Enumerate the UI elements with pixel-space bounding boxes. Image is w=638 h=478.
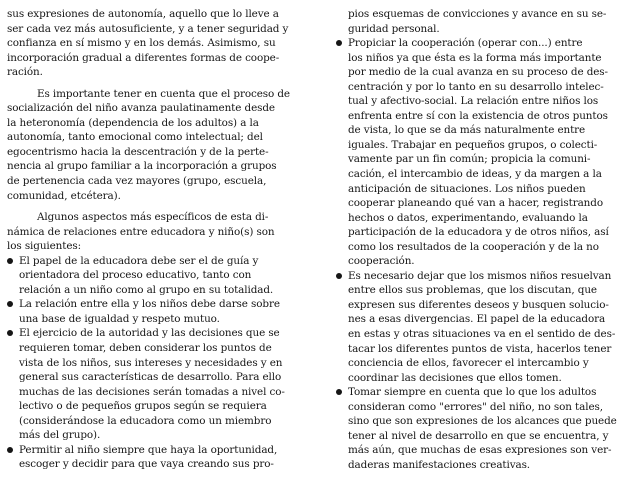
text-line: cooperar planeando qué van a hacer, registrando <box>348 197 603 210</box>
text-line: námica de relaciones entre educadora y niño(s) son <box>7 225 275 238</box>
text-line: escoger y decidir para que vaya creando sus pro- <box>19 458 274 471</box>
text-line: consideran como "errores" del niño, no son tales, <box>348 400 603 413</box>
text-line: comunidad, etcétera). <box>7 189 121 202</box>
text-line: autonomía, tanto emocional como intelectual; del <box>7 131 263 144</box>
text-line: cación, el intercambio de ideas, y da margen a la <box>348 168 602 181</box>
text-line: relación a un niño como al grupo en su totalidad. <box>19 283 274 296</box>
text-line: como los resultados de la cooperación y de la no <box>348 240 599 253</box>
text-line: guridad personal. <box>348 22 440 35</box>
text-line: Es importante tener en cuenta que el proceso de <box>37 87 290 100</box>
list-item <box>336 269 631 385</box>
list-item <box>336 385 631 472</box>
paragraph-aspects <box>7 210 314 254</box>
text-line: ración. <box>7 66 43 79</box>
text-line: requieren tomar, deben considerar los puntos de <box>19 342 272 355</box>
text-line: centración y por lo tanto en su desarrollo intelec- <box>348 80 604 93</box>
text-line: nes a esas divergencias. El papel de la educadora <box>348 313 606 326</box>
text-line: orientadora del proceso educativo, tanto con <box>19 269 252 282</box>
text-line: hechos o datos, experimentando, evaluando la <box>348 211 588 224</box>
text-line: entre ellos sus problemas, que los discutan, que <box>348 284 597 297</box>
text-line: Permitir al niño siempre que haya la oportunidad, <box>19 443 278 456</box>
bullet-icon <box>7 258 13 264</box>
text-line: ser cada vez más autosuficiente, y a tener seguridad y <box>7 22 289 35</box>
text-line: una base de igualdad y respeto mutuo. <box>19 312 220 325</box>
text-line: expresen sus diferentes deseos y busquen solucio- <box>348 298 609 311</box>
right-column <box>336 7 631 473</box>
text-line: general sus características de desarrollo. Para ello <box>19 371 282 384</box>
text-line: tual y afectivo-social. La relación entre niños los <box>348 95 599 108</box>
paragraph-autonomy-intro <box>7 7 314 80</box>
text-line: confianza en sí mismo y en los demás. Asimismo, su <box>7 37 276 50</box>
text-line: El papel de la educadora debe ser el de guía y <box>19 254 259 267</box>
text-line: conciencia de ellos, favorecer el intercambio y <box>348 357 589 370</box>
text-line: Es necesario dejar que los mismos niños resuelvan <box>348 269 612 282</box>
text-line: tener al nivel de desarrollo en que se encuentra, y <box>348 429 609 442</box>
text-line: daderas manifestaciones creativas. <box>348 458 531 471</box>
list-item <box>336 36 631 269</box>
list-item <box>7 297 314 326</box>
text-line: Algunos aspectos más específicos de esta di- <box>37 211 269 224</box>
text-line: de pertenencia cada vez mayores (grupo, escuela, <box>7 175 267 188</box>
list-item <box>7 326 314 442</box>
text-line: Tomar siempre en cuenta que lo que los adultos <box>348 386 597 399</box>
text-line: más del grupo). <box>19 429 101 442</box>
text-line: lectivo o de pequeños grupos según se requiera <box>19 400 267 413</box>
bullet-icon <box>7 447 13 453</box>
text-line: Propiciar la cooperación (operar con...) entre <box>348 37 583 50</box>
text-line: los niños ya que ésta es la forma más importante <box>348 51 602 64</box>
text-line: participación de la educadora y de otros niños, así <box>348 226 609 239</box>
text-line: sino que son expresiones de los alcances que puede <box>348 415 617 428</box>
list-item <box>7 254 314 298</box>
text-line: vista de los niños, sus intereses y necesidades y en <box>19 356 283 369</box>
text-line: la heteronomía (dependencia de los adultos) a la <box>7 116 259 129</box>
paragraph-socialization <box>7 87 314 203</box>
text-line: egocentrismo hacia la descentración y de la perte- <box>7 145 269 158</box>
text-line: iguales. Trabajar en pequeños grupos, o colecti- <box>348 138 598 151</box>
bullet-icon <box>336 273 342 279</box>
text-line: La relación entre ella y los niños debe darse sobre <box>19 298 280 311</box>
text-line: El ejercicio de la autoridad y las decisiones que se <box>19 327 280 340</box>
text-line: sus expresiones de autonomía, aquello que lo lleve a <box>7 8 279 20</box>
text-line: socialización del niño avanza paulatinamente desde <box>7 102 275 115</box>
text-line: pios esquemas de convicciones y avance en su se- <box>348 8 607 20</box>
text-line: anticipación de situaciones. Los niños pueden <box>348 182 586 195</box>
text-line: los siguientes: <box>7 240 82 253</box>
left-column <box>7 7 314 472</box>
text-line: enfrenta entre sí con la existencia de otros puntos <box>348 109 608 122</box>
text-line: en estas y otras situaciones va en el sentido de des- <box>348 328 616 341</box>
text-line: tacar los diferentes puntos de vista, hacerlos tener <box>348 342 612 355</box>
text-line: cooperación. <box>348 255 415 268</box>
text-line: vamente par un fin común; propicia la comuni- <box>348 153 591 166</box>
text-line: nencia al grupo familiar a la incorporación a grupos <box>7 160 277 173</box>
paragraph-continuation <box>336 7 631 36</box>
text-line: (considerándose la educadora como un miembro <box>19 414 272 427</box>
text-line: coordinar las decisiones que ellos tomen. <box>348 371 562 384</box>
text-line: incorporación gradual a diferentes formas de coope- <box>7 51 280 64</box>
text-line: más aún, que muchas de esas expresiones son ver- <box>348 444 612 457</box>
text-line: por medio de la cual avanza en su proceso de des- <box>348 66 608 79</box>
text-line: de vista, lo que se da más naturalmente entre <box>348 124 586 137</box>
text-line: muchas de las decisiones serán tomadas a nivel co- <box>19 385 285 398</box>
list-item <box>7 443 314 472</box>
